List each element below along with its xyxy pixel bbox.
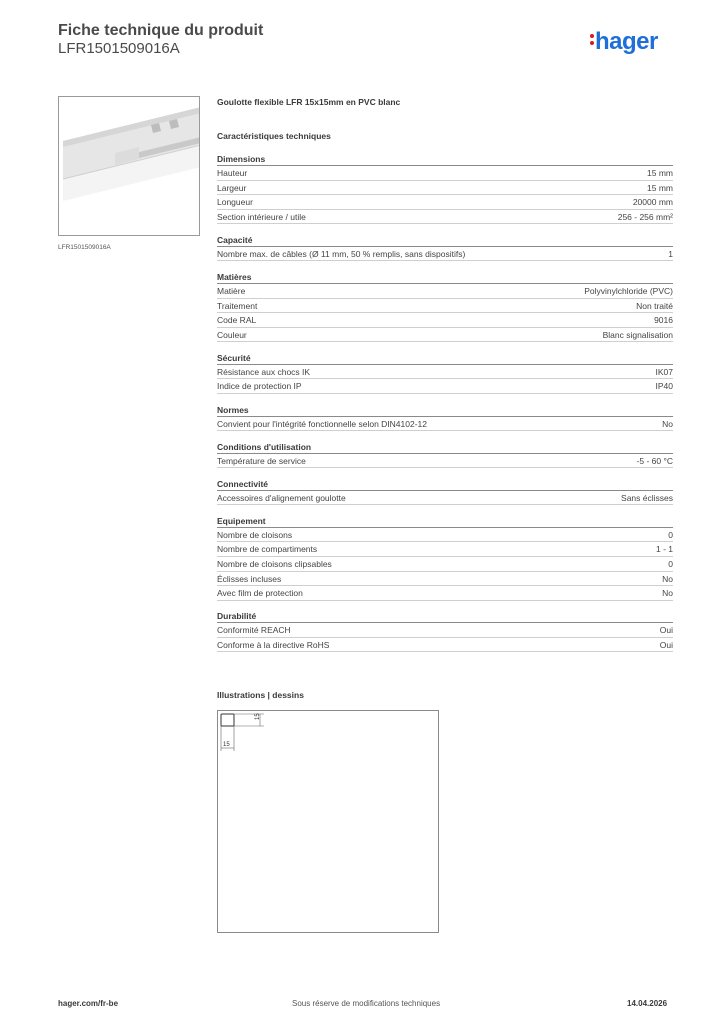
spec-row	[217, 328, 673, 343]
spec-label: Avec film de protection	[217, 588, 303, 599]
spec-section	[217, 232, 673, 262]
product-photo	[58, 96, 200, 236]
spec-value: Sans éclisses	[621, 492, 673, 503]
spec-label: Nombre de cloisons	[217, 529, 293, 540]
spec-label: Nombre de compartiments	[217, 544, 318, 555]
spec-label: Nombre max. de câbles (Ø 11 mm, 50 % remplis, sans dispositifs)	[217, 248, 466, 259]
spec-row	[217, 542, 673, 557]
spec-row	[217, 557, 673, 572]
spec-section	[217, 151, 673, 224]
photo-caption: LFR1501509016A	[58, 244, 111, 251]
hager-logo	[590, 28, 658, 56]
spec-label: Convient pour l'intégrité fonctionnelle selon DIN4102-12	[217, 418, 428, 429]
spec-row	[217, 166, 673, 181]
section-title: Dimensions	[217, 151, 673, 166]
spec-label: Température de service	[217, 455, 306, 466]
spec-label: Résistance aux chocs IK	[217, 366, 311, 377]
spec-row	[217, 572, 673, 587]
spec-row	[217, 491, 673, 506]
spec-section	[217, 476, 673, 506]
footer-website: hager.com/fr-be	[58, 999, 119, 1008]
spec-row	[217, 528, 673, 543]
spec-label: Indice de protection IP	[217, 381, 302, 392]
spec-value: IP40	[655, 381, 673, 392]
spec-row	[217, 247, 673, 262]
section-title: Normes	[217, 402, 673, 417]
spec-label: Longueur	[217, 197, 253, 208]
spec-row	[217, 638, 673, 653]
technical-characteristics-heading: Caractéristiques techniques	[217, 131, 331, 141]
spec-value: Oui	[659, 625, 673, 636]
spec-label: Couleur	[217, 329, 247, 340]
product-description: Goulotte flexible LFR 15x15mm en PVC blanc	[217, 97, 401, 107]
spec-value: Oui	[659, 639, 673, 650]
spec-value: 0	[668, 559, 673, 569]
spec-section	[217, 608, 673, 652]
spec-row	[217, 623, 673, 638]
spec-value: -5 - 60 °C	[636, 455, 673, 466]
spec-section	[217, 350, 673, 394]
spec-value: 0	[668, 529, 673, 540]
spec-value: 256 - 256 mm²	[617, 211, 673, 222]
height-dimension-label: 15	[255, 713, 261, 720]
footer-date: 14.04.2026	[627, 999, 668, 1008]
section-title: Equipement	[217, 513, 673, 528]
footer-disclaimer: Sous réserve de modifications techniques	[292, 999, 441, 1008]
spec-label: Éclisses incluses	[217, 573, 282, 584]
specifications-table	[217, 151, 673, 660]
spec-value: Polyvinylchloride (PVC)	[584, 285, 673, 296]
section-title: Sécurité	[217, 350, 673, 365]
spec-label: Accessoires d'alignement goulotte	[217, 492, 346, 503]
section-title: Capacité	[217, 232, 673, 247]
spec-label: Section intérieure / utile	[217, 211, 306, 222]
spec-row	[217, 365, 673, 380]
section-title: Conditions d'utilisation	[217, 439, 673, 454]
spec-label: Conforme à la directive RoHS	[217, 639, 330, 650]
spec-section	[217, 513, 673, 601]
duct-dimension-sketch	[218, 711, 438, 932]
spec-section	[217, 439, 673, 469]
spec-label: Code RAL	[217, 315, 257, 326]
spec-section	[217, 269, 673, 342]
spec-row	[217, 379, 673, 394]
spec-value: No	[662, 588, 673, 599]
spec-label: Hauteur	[217, 168, 248, 178]
spec-value: 15 mm	[647, 168, 673, 178]
spec-row	[217, 454, 673, 469]
section-title: Connectivité	[217, 476, 673, 491]
product-reference: LFR1501509016A	[58, 40, 180, 57]
spec-row	[217, 586, 673, 601]
section-title: Matières	[217, 269, 673, 284]
spec-label: Conformité REACH	[217, 625, 291, 636]
dimension-drawing	[217, 710, 439, 933]
spec-value: 9016	[654, 315, 673, 326]
spec-row	[217, 210, 673, 225]
spec-row	[217, 284, 673, 299]
spec-label: Traitement	[217, 300, 258, 311]
spec-row	[217, 299, 673, 314]
spec-label: Matière	[217, 285, 246, 296]
page-title: Fiche technique du produit	[58, 22, 264, 39]
spec-row	[217, 313, 673, 328]
spec-value: No	[662, 573, 673, 584]
spec-value: Blanc signalisation	[602, 329, 673, 340]
spec-value: 20000 mm	[632, 197, 673, 208]
width-dimension-label: 15	[223, 742, 230, 748]
cable-duct-image	[59, 97, 200, 236]
section-title: Durabilité	[217, 608, 673, 623]
spec-row	[217, 195, 673, 210]
spec-row	[217, 417, 673, 432]
spec-section	[217, 402, 673, 432]
spec-label: Nombre de cloisons clipsables	[217, 559, 332, 569]
spec-value: 15 mm	[647, 182, 673, 193]
spec-value: No	[662, 418, 673, 429]
spec-row	[217, 181, 673, 196]
spec-value: 1	[668, 248, 673, 259]
spec-value: IK07	[655, 366, 673, 377]
logo-dots-icon	[590, 31, 594, 48]
spec-label: Largeur	[217, 182, 247, 193]
illustrations-heading: Illustrations | dessins	[217, 690, 304, 700]
logo-text: hager	[595, 28, 658, 55]
spec-value: 1 - 1	[655, 544, 673, 555]
spec-value: Non traité	[636, 300, 673, 311]
